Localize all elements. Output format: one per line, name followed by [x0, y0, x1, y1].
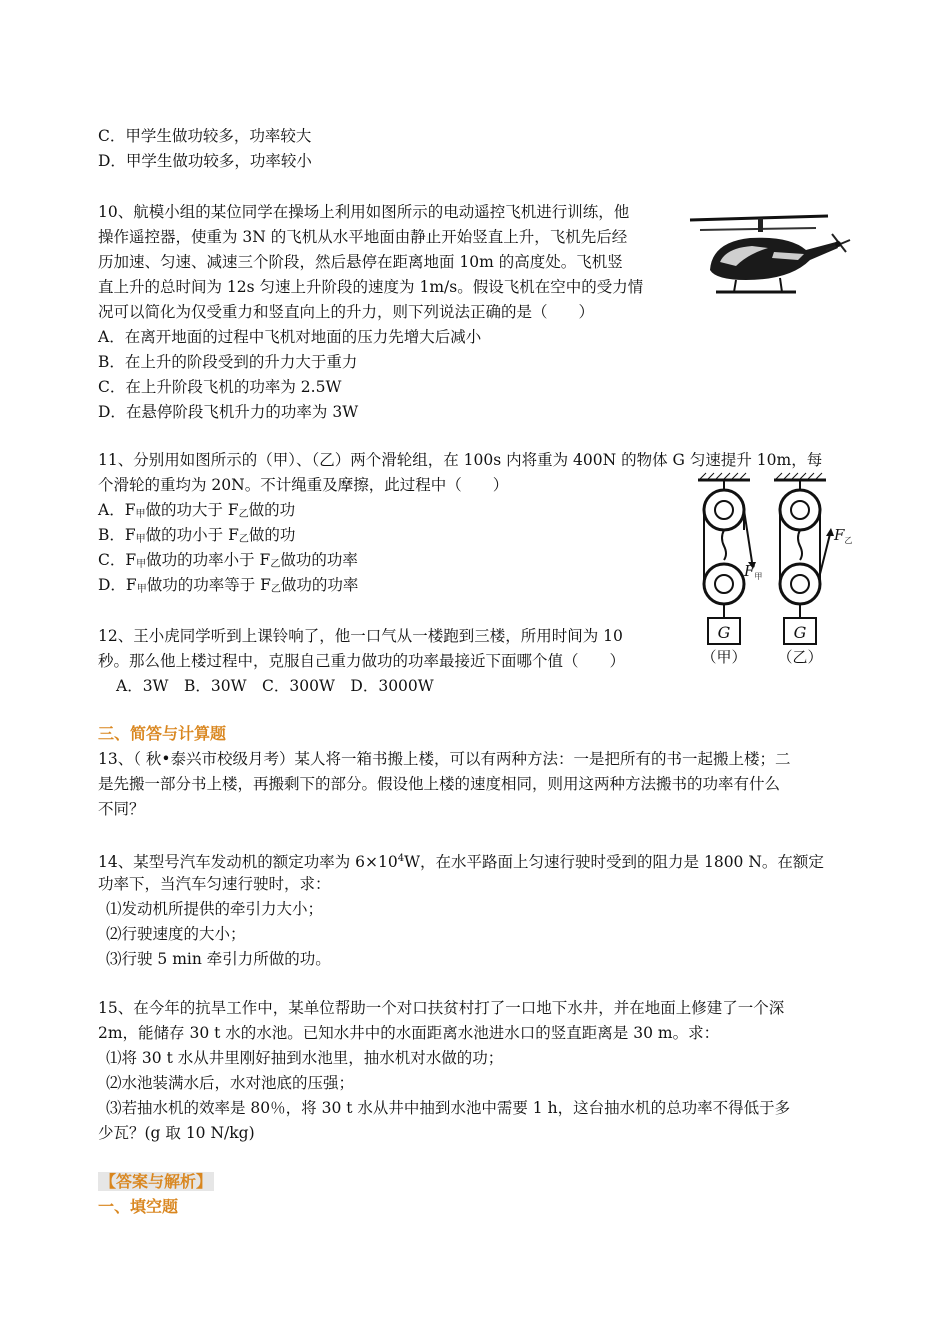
q15-text-line1: 15、在今年的抗旱工作中，某单位帮助一个对口扶贫村打了一口地下水井，并在地面上修建了一个深 — [98, 999, 785, 1017]
helicopter-figure — [686, 200, 854, 300]
answers-section-1-title: 一、填空题 — [98, 1197, 179, 1216]
q12-options: A．3W B．30W C．300W D．3000W — [116, 677, 434, 695]
weight-g-label-yi: G — [793, 623, 807, 642]
q14-text-line2: 功率下，当汽车匀速行驶时，求： — [98, 875, 331, 893]
q13-text-line2: 是先搬一部分书上楼，再搬剩下的部分。假设他上楼的速度相同，则用这两种方法搬书的功率有什么 — [98, 775, 781, 793]
q15-item1: ⑴将 30 t 水从井里刚好抽到水池里，抽水机对水做的功； — [106, 1049, 504, 1067]
q10-text-line3: 历加速、匀速、减速三个阶段，然后悬停在距离地面 10m 的高度处。飞机竖 — [98, 253, 623, 271]
q10-text-line4: 直上升的总时间为 12s 匀速上升阶段的速度为 1m/s。假设飞机在空中的受力情 — [98, 278, 644, 296]
q14-item3: ⑶行驶 5 min 牵引力所做的功。 — [106, 950, 331, 968]
q14-item2: ⑵行驶速度的大小； — [106, 925, 246, 943]
q15-item3-continued: 少瓦？(g 取 10 N/kg) — [98, 1124, 255, 1142]
answers-heading: 【答案与解析】 — [100, 1172, 213, 1191]
pulley-label-yi: （乙） — [777, 648, 823, 666]
section-3-title: 三、简答与计算题 — [98, 724, 227, 743]
q11-text-line2: 个滑轮的重均为 20N。不计绳重及摩擦，此过程中（ ） — [98, 476, 509, 494]
q9-option-d: D．甲学生做功较多，功率较小 — [98, 152, 312, 170]
pulley-label-jia: （甲） — [701, 648, 747, 666]
q14-text-line1: 14、某型号汽车发动机的额定功率为 $6\times 10^4W$，在水平路面上匀速行驶时受到的阻力是 1800 N。在额定 — [98, 853, 824, 871]
q9-option-c: C．甲学生做功较多，功率较大 — [98, 127, 312, 145]
q15-item2: ⑵水池装满水后，水对池底的压强； — [106, 1074, 355, 1092]
q11-text-line1: 11、分别用如图所示的（甲）、（乙）两个滑轮组，在 100s 内将重为 400N 的物体 G 匀速提升 10m，每 — [98, 451, 823, 469]
q10-text-line1: 10、航模小组的某位同学在操场上利用如图所示的电动遥控飞机进行训练，他 — [98, 203, 630, 221]
q11-option-d: D．$F_甲$做功的功率等于 $F_乙$做功的功率 — [98, 576, 359, 595]
q12-text-line2: 秒。那么他上楼过程中，克服自己重力做功的功率最接近下面哪个值（ ） — [98, 652, 626, 670]
q10-option-c: C．在上升阶段飞机的功率为 2.5W — [98, 378, 342, 396]
q10-option-d: D．在悬停阶段飞机升力的功率为 3W — [98, 403, 359, 421]
q11-option-b: B．$F_甲$做的功小于 $F_乙$做的功 — [98, 526, 296, 545]
q10-option-a: A．在离开地面的过程中飞机对地面的压力先增大后减小 — [98, 328, 482, 346]
q10-option-b: B．在上升的阶段受到的升力大于重力 — [98, 353, 358, 371]
q12-text-line1: 12、王小虎同学听到上课铃响了，他一口气从一楼跑到三楼，所用时间为 10 — [98, 627, 623, 645]
q13-text-line1: 13、（ 秋•泰兴市校级月考）某人将一箱书搬上楼，可以有两种方法：一是把所有的书一起搬上楼；二 — [98, 750, 791, 768]
force-f-jia-label: $F_甲$ — [744, 562, 763, 581]
q13-text-line3: 不同？ — [98, 800, 145, 818]
q14-item1: ⑴发动机所提供的牵引力大小； — [106, 900, 324, 918]
q15-text-line2: 2m，能储存 30 t 水的水池。已知水井中的水面距离水池进水口的竖直距离是 30 m。求： — [98, 1024, 720, 1042]
q11-option-a: A．$F_甲$做的功大于 $F_乙$做的功 — [98, 501, 296, 520]
q10-text-line2: 操作遥控器，使重为 3N 的飞机从水平地面由静止开始竖直上升，飞机先后经 — [98, 228, 628, 246]
q10-text-line5: 况可以简化为仅受重力和竖直向上的升力，则下列说法正确的是（ ） — [98, 303, 595, 321]
q11-option-c: C．$F_甲$做功的功率小于 $F_乙$做功的功率 — [98, 551, 358, 570]
force-f-yi-label: $F_乙$ — [834, 526, 853, 545]
q15-item3: ⑶若抽水机的效率是 80％，将 30 t 水从井中抽到水池中需要 1 h，这台抽水机的总功率不得低于多 — [106, 1099, 791, 1117]
weight-g-label-jia: G — [717, 623, 731, 642]
pulley-system-figure — [688, 470, 858, 670]
